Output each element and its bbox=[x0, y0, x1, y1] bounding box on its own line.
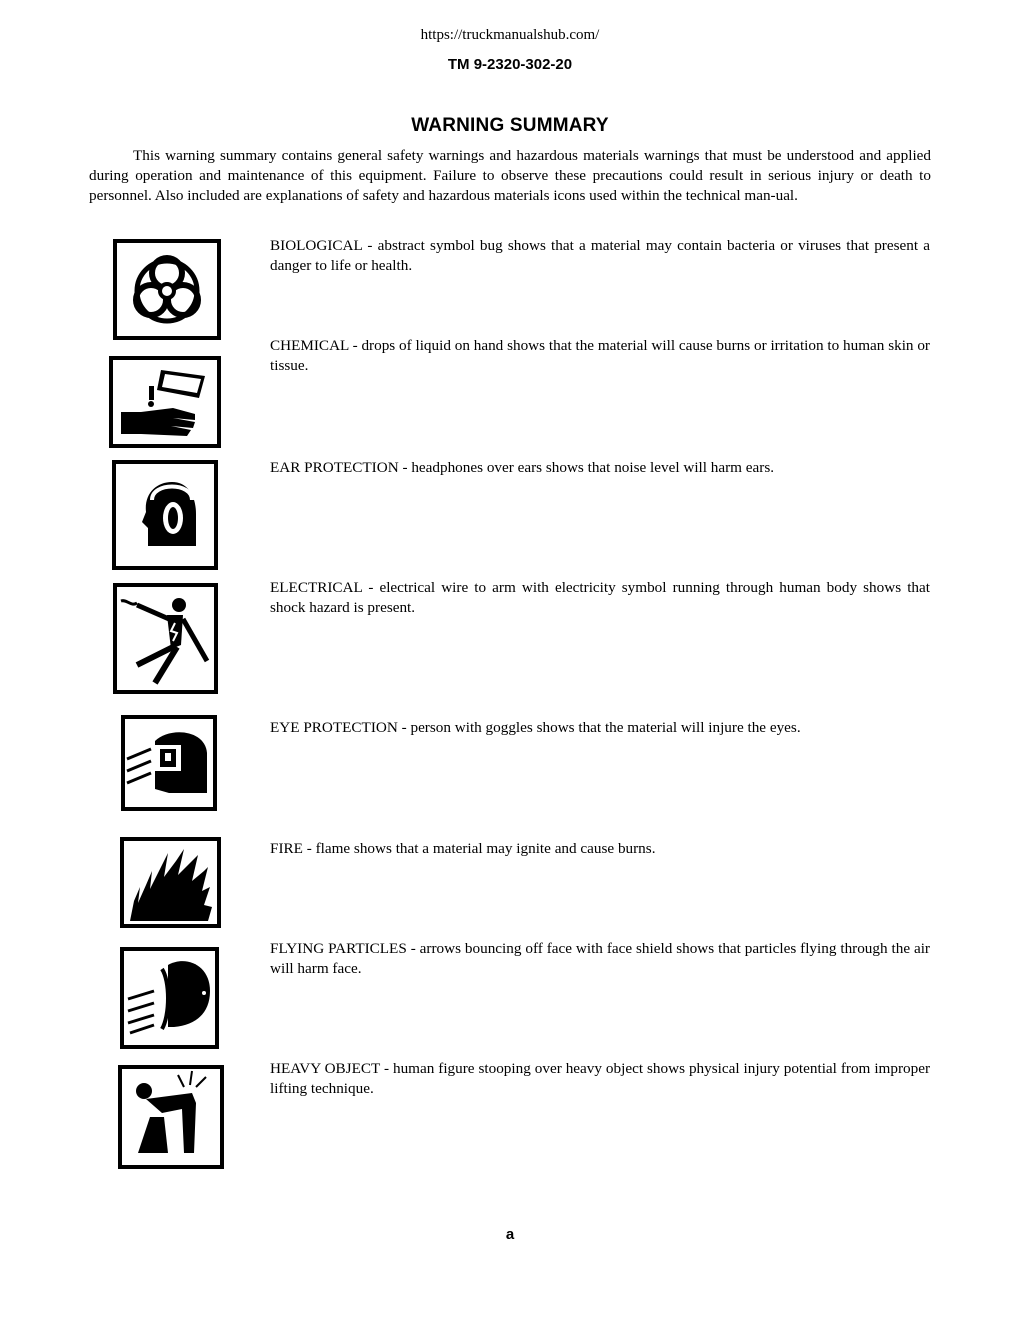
fire-icon bbox=[120, 837, 221, 928]
ear-protection-icon bbox=[112, 460, 218, 570]
flying-particles-icon bbox=[120, 947, 219, 1049]
entry-heavy-object: HEAVY OBJECT - human figure stooping over heavy object shows physical injury potential from improper lifting technique. bbox=[270, 1060, 930, 1097]
entry-biological: BIOLOGICAL - abstract symbol bug shows that a material may contain bacteria or viruses that present a danger to life or health. bbox=[270, 237, 930, 274]
heavy-object-icon bbox=[118, 1065, 224, 1169]
biohazard-icon bbox=[113, 239, 221, 340]
source-url: https://truckmanualshub.com/ bbox=[420, 27, 600, 43]
page-title: WARNING SUMMARY bbox=[411, 115, 609, 136]
intro-paragraph: This warning summary contains general safety warnings and hazardous materials warnings that must be understood and applied during operation and maintenance of this equipment. Failure to observe these precautions could result in serious injury or death to personnel. Also included are explanations of safety and hazardous materials icons used within the technical man-ual. bbox=[89, 147, 931, 204]
entry-electrical: ELECTRICAL - electrical wire to arm with electricity symbol running through human body shows that shock hazard is present. bbox=[270, 579, 930, 616]
entry-fire: FIRE - flame shows that a material may ignite and cause burns. bbox=[270, 840, 656, 857]
document-number: TM 9-2320-302-20 bbox=[447, 56, 573, 73]
electrical-icon bbox=[113, 583, 218, 694]
eye-protection-icon bbox=[121, 715, 217, 811]
entry-chemical: CHEMICAL - drops of liquid on hand shows that the material will cause burns or irritation to human skin or tissue. bbox=[270, 337, 930, 374]
entry-flying-particles: FLYING PARTICLES - arrows bouncing off face with face shield shows that particles flying through the air will harm face. bbox=[270, 940, 930, 977]
entry-eye-protection: EYE PROTECTION - person with goggles shows that the material will injure the eyes. bbox=[270, 719, 801, 736]
entry-ear-protection: EAR PROTECTION - headphones over ears shows that noise level will harm ears. bbox=[270, 459, 775, 476]
chemical-icon bbox=[109, 356, 221, 448]
page-number: a bbox=[505, 1226, 515, 1243]
